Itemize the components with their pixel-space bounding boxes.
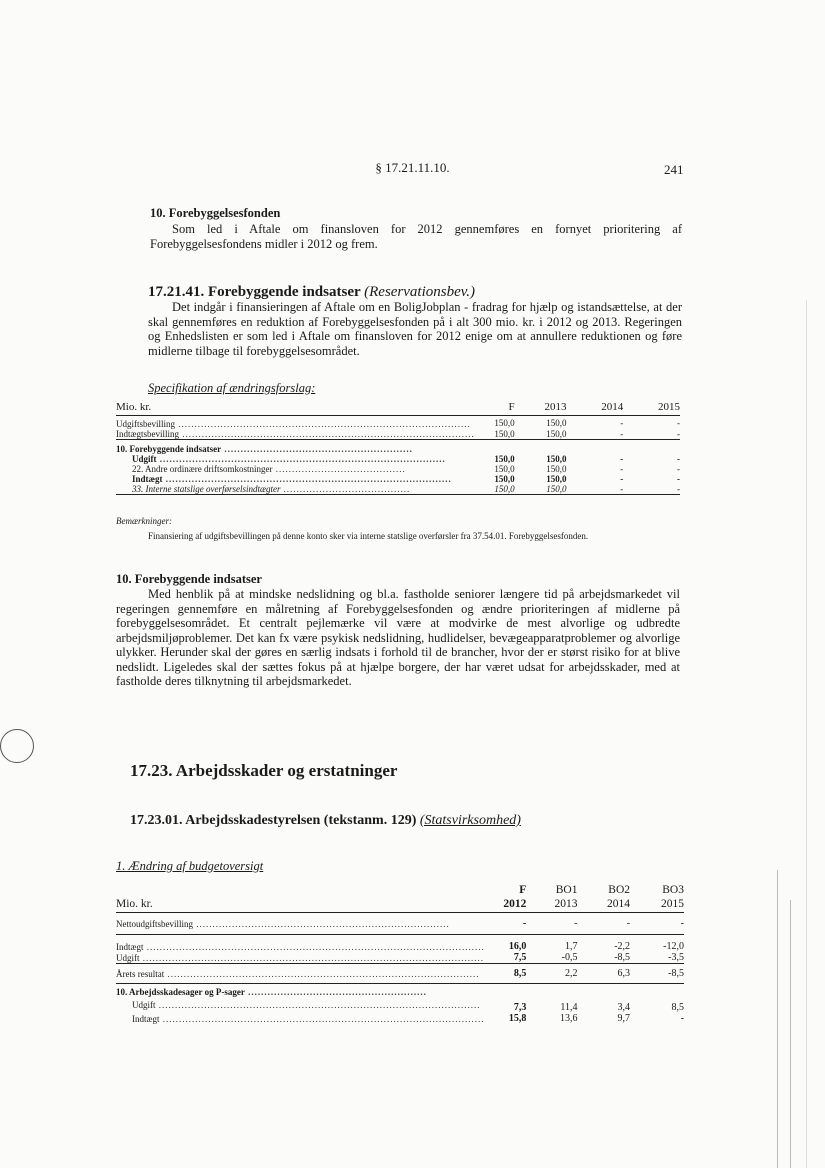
table-row: Udgift ......................................................................................................... 7,5 -0,5 -8,5 -3,5 xyxy=(116,952,684,963)
table-row: Udgiftsbevilling .......................................................................................... 150,0 150,0 - - xyxy=(116,417,680,429)
cell-value: -8,5 xyxy=(614,952,631,963)
cell-value: - xyxy=(677,484,680,494)
heading-17-23: 17.23. Arbejdsskader og erstatninger xyxy=(130,761,398,780)
cell-value: -12,0 xyxy=(663,941,684,952)
cell-value: 7,5 xyxy=(513,952,527,963)
heading-17-21-41 xyxy=(148,284,475,301)
cell-value: - xyxy=(677,454,680,464)
cell-value: 150,0 xyxy=(494,417,515,428)
cell-value: -2,2 xyxy=(614,941,631,952)
budget-col-header: BO2 xyxy=(608,884,631,896)
table-row: Udgift ................................................................................................... 7,3 11,4 3,4 8,5 xyxy=(116,997,684,1013)
cell-value: 150,0 xyxy=(494,429,515,439)
cell-value: - xyxy=(680,918,684,929)
row-label: Nettoudgiftsbevilling xyxy=(116,918,193,929)
cell-value: - xyxy=(620,429,624,439)
cell-value: - xyxy=(680,1013,684,1024)
heading-forebyggende-indsatser: 10. Forebyggende indsatser xyxy=(116,572,262,586)
cell-value: - xyxy=(620,484,624,494)
cell-value: - xyxy=(620,454,624,464)
cell-value: 7,3 xyxy=(513,1002,527,1013)
cell-value: 150,0 xyxy=(546,464,567,474)
cell-value: 16,0 xyxy=(508,941,527,952)
budget-col-header: BO3 xyxy=(662,884,684,896)
row-label: Udgiftsbevilling xyxy=(116,419,175,429)
spec-col-header: 2015 xyxy=(658,401,680,413)
cell-value: 13,6 xyxy=(559,1013,578,1024)
notes-heading: Bemærkninger: xyxy=(116,516,172,526)
cell-value: 150,0 xyxy=(494,474,515,484)
table-row: Indtægtsbevilling .......................................................................................... 150,0 150,0 - - xyxy=(116,429,680,439)
row-label: 10. Arbejdsskadesager og P-sager xyxy=(116,987,245,997)
row-label: Indtægt xyxy=(132,474,163,484)
cell-value: - xyxy=(626,918,631,929)
table-row: Nettoudgiftsbevilling .............................................................................. - - - - xyxy=(116,913,684,935)
table-row: 22. Andre ordinære driftsomkostninger ........................................ 150,0 150,0 - - xyxy=(132,464,680,474)
heading-17-21-41-note: (Reservationsbev.) xyxy=(364,284,476,300)
budget-col-year: 2012 xyxy=(503,898,527,910)
table-row: 10. Forebyggende indsatser .......................................................... xyxy=(116,444,413,454)
section-reference: § 17.21.11.10. xyxy=(375,160,450,175)
paragraph-forebyggelsesfonden: Som led i Aftale om finansloven for 2012 gennemføres en fornyet prioritering af Forebyggelsesfondens midler i 2012 og frem. xyxy=(150,222,682,251)
row-label: Indtægtsbevilling xyxy=(116,429,179,439)
row-label: 10. Forebyggende indsatser xyxy=(116,444,222,454)
cell-value: 11,4 xyxy=(560,1002,578,1013)
cell-value: 150,0 xyxy=(546,417,567,428)
budget-caption: 1. Ændring af budgetoversigt xyxy=(116,859,264,873)
row-label: Indtægt xyxy=(116,941,144,952)
budget-col-year: 2015 xyxy=(661,898,684,910)
budget-col-header: BO1 xyxy=(555,884,578,896)
row-label: Årets resultat xyxy=(116,968,165,979)
cell-value: - xyxy=(522,918,527,929)
row-label: 33. Interne statslige overførselsindtægter xyxy=(132,484,281,494)
cell-value: 150,0 xyxy=(546,474,567,484)
heading-forebyggelsesfonden: 10. Forebyggelsesfonden xyxy=(150,206,281,220)
heading-17-23-01 xyxy=(130,813,521,829)
table-row: Årets resultat ................................................................................................ 8,5 2,2 6,3 -8,5 xyxy=(116,964,684,984)
row-label: Udgift xyxy=(132,454,157,464)
cell-value: 150,0 xyxy=(546,454,567,464)
table-row: 33. Interne statslige overførselsindtægter ....................................... 150,0 150,0 - - xyxy=(116,484,680,495)
cell-value: 150,0 xyxy=(546,429,567,439)
page-number: 241 xyxy=(664,162,684,177)
table-row: 10. Arbejdsskadesager og P-sager ....................................................... xyxy=(116,987,427,997)
cell-value: - xyxy=(677,464,680,474)
notes-text: Finansiering af udgiftsbevillingen på denne konto sker via interne statslige overførsler fra 37.54.01. Forebyggelsesfonden. xyxy=(148,531,589,541)
heading-17-23-01-note: (Statsvirksomhed) xyxy=(419,813,521,828)
cell-value: 9,7 xyxy=(617,1013,631,1024)
cell-value: - xyxy=(620,474,624,484)
scan-edge-line xyxy=(790,900,791,1168)
table-row: Indtægt ........................................................................................................ 16,0 1,7 -2,2 -12,0 xyxy=(116,935,684,953)
budget-table xyxy=(116,884,684,1024)
cell-value: 150,0 xyxy=(494,464,515,474)
cell-value: - xyxy=(620,464,624,474)
cell-value: -0,5 xyxy=(561,952,578,963)
heading-17-21-41-title: 17.21.41. Forebyggende indsatser xyxy=(148,284,361,300)
cell-value: - xyxy=(620,417,624,428)
heading-17-23-01-title: 17.23.01. Arbejdsskadestyrelsen (tekstanm. 129) xyxy=(130,813,417,828)
spec-col-header: 2013 xyxy=(544,401,567,413)
cell-value: 150,0 xyxy=(546,484,567,494)
budget-col-year: 2014 xyxy=(607,898,631,910)
row-label: Udgift xyxy=(132,1000,156,1010)
row-label: 22. Andre ordinære driftsomkostninger xyxy=(132,464,273,474)
spec-col-header: F xyxy=(508,401,515,413)
cell-value: 6,3 xyxy=(617,968,631,979)
spec-unit: Mio. kr. xyxy=(116,401,152,413)
scan-edge-line xyxy=(777,870,778,1168)
cell-value: - xyxy=(574,918,578,929)
cell-value: 1,7 xyxy=(564,941,578,952)
table-row: Indtægt ........................................................................................ 150,0 150,0 - - xyxy=(132,474,680,484)
table-row: Udgift ........................................................................................ 150,0 150,0 - - xyxy=(132,454,680,464)
cell-value: -8,5 xyxy=(668,968,684,979)
row-label: Udgift xyxy=(116,952,140,963)
cell-value: 3,4 xyxy=(617,1002,631,1013)
cell-value: 8,5 xyxy=(513,968,527,979)
spec-col-header: 2014 xyxy=(601,401,624,413)
budget-col-header: F xyxy=(519,884,527,896)
cell-value: -3,5 xyxy=(668,952,684,963)
cell-value: 150,0 xyxy=(494,484,515,494)
spec-table xyxy=(116,399,680,495)
punch-hole xyxy=(0,729,34,763)
cell-value: - xyxy=(677,417,680,428)
cell-value: 15,8 xyxy=(508,1013,527,1024)
row-label: Indtægt xyxy=(132,1013,160,1024)
cell-value: 150,0 xyxy=(494,454,515,464)
budget-col-year: 2013 xyxy=(554,898,578,910)
scan-edge-line xyxy=(806,300,807,1168)
cell-value: - xyxy=(677,429,680,439)
budget-unit: Mio. kr. xyxy=(116,898,153,910)
paragraph-forebyggende-indsatser: Med henblik på at mindske nedslidning og bl.a. fastholde seniorer længere tid på arbejdsmarkedet vil regeringen gennemføre en målretning af Forebyggelsesfonden og ændre prioriteringen af midlerne på forebyggelsesområdet. Et centralt pejlemærke vil være at modvirke de mest alvorlige og udbredte arbejdsmiljøproblemer. Det kan fx være psykisk nedslidning, hudlidelser, bevægeapparatproblemer og alvorlige ulykker. Herunder skal der gøres en særlig indsats i forhold til de brancher, hvor der er størst risiko for at blive nedslidt. Ligeledes skal der sættes fokus på at hjælpe borgere, der har været udsat for arbejdsskader, med at fastholde deres tilknytning til arbejdsmarkedet. xyxy=(116,587,680,688)
paragraph-17-21-41: Det indgår i finansieringen af Aftale om en BoligJobplan - fradrag for hjælp og istandsættelse, at der skal gennemføres en reduktion af Forebyggelsesfonden på i alt 300 mio. kr. i 2012 og 2013. Regeringen og Enhedslisten er som led i Aftale om finansloven for 2012 enige om at annullere reduktionen og føre midlerne tilbage til forebyggelsesområdet. xyxy=(148,300,682,358)
cell-value: 8,5 xyxy=(671,1002,684,1013)
spec-caption: Specifikation af ændringsforslag: xyxy=(148,381,316,395)
table-row: Indtægt ................................................................................................... 15,8 13,6 9,7 - xyxy=(132,1013,684,1024)
cell-value: - xyxy=(677,474,680,484)
cell-value: 2,2 xyxy=(564,968,578,979)
